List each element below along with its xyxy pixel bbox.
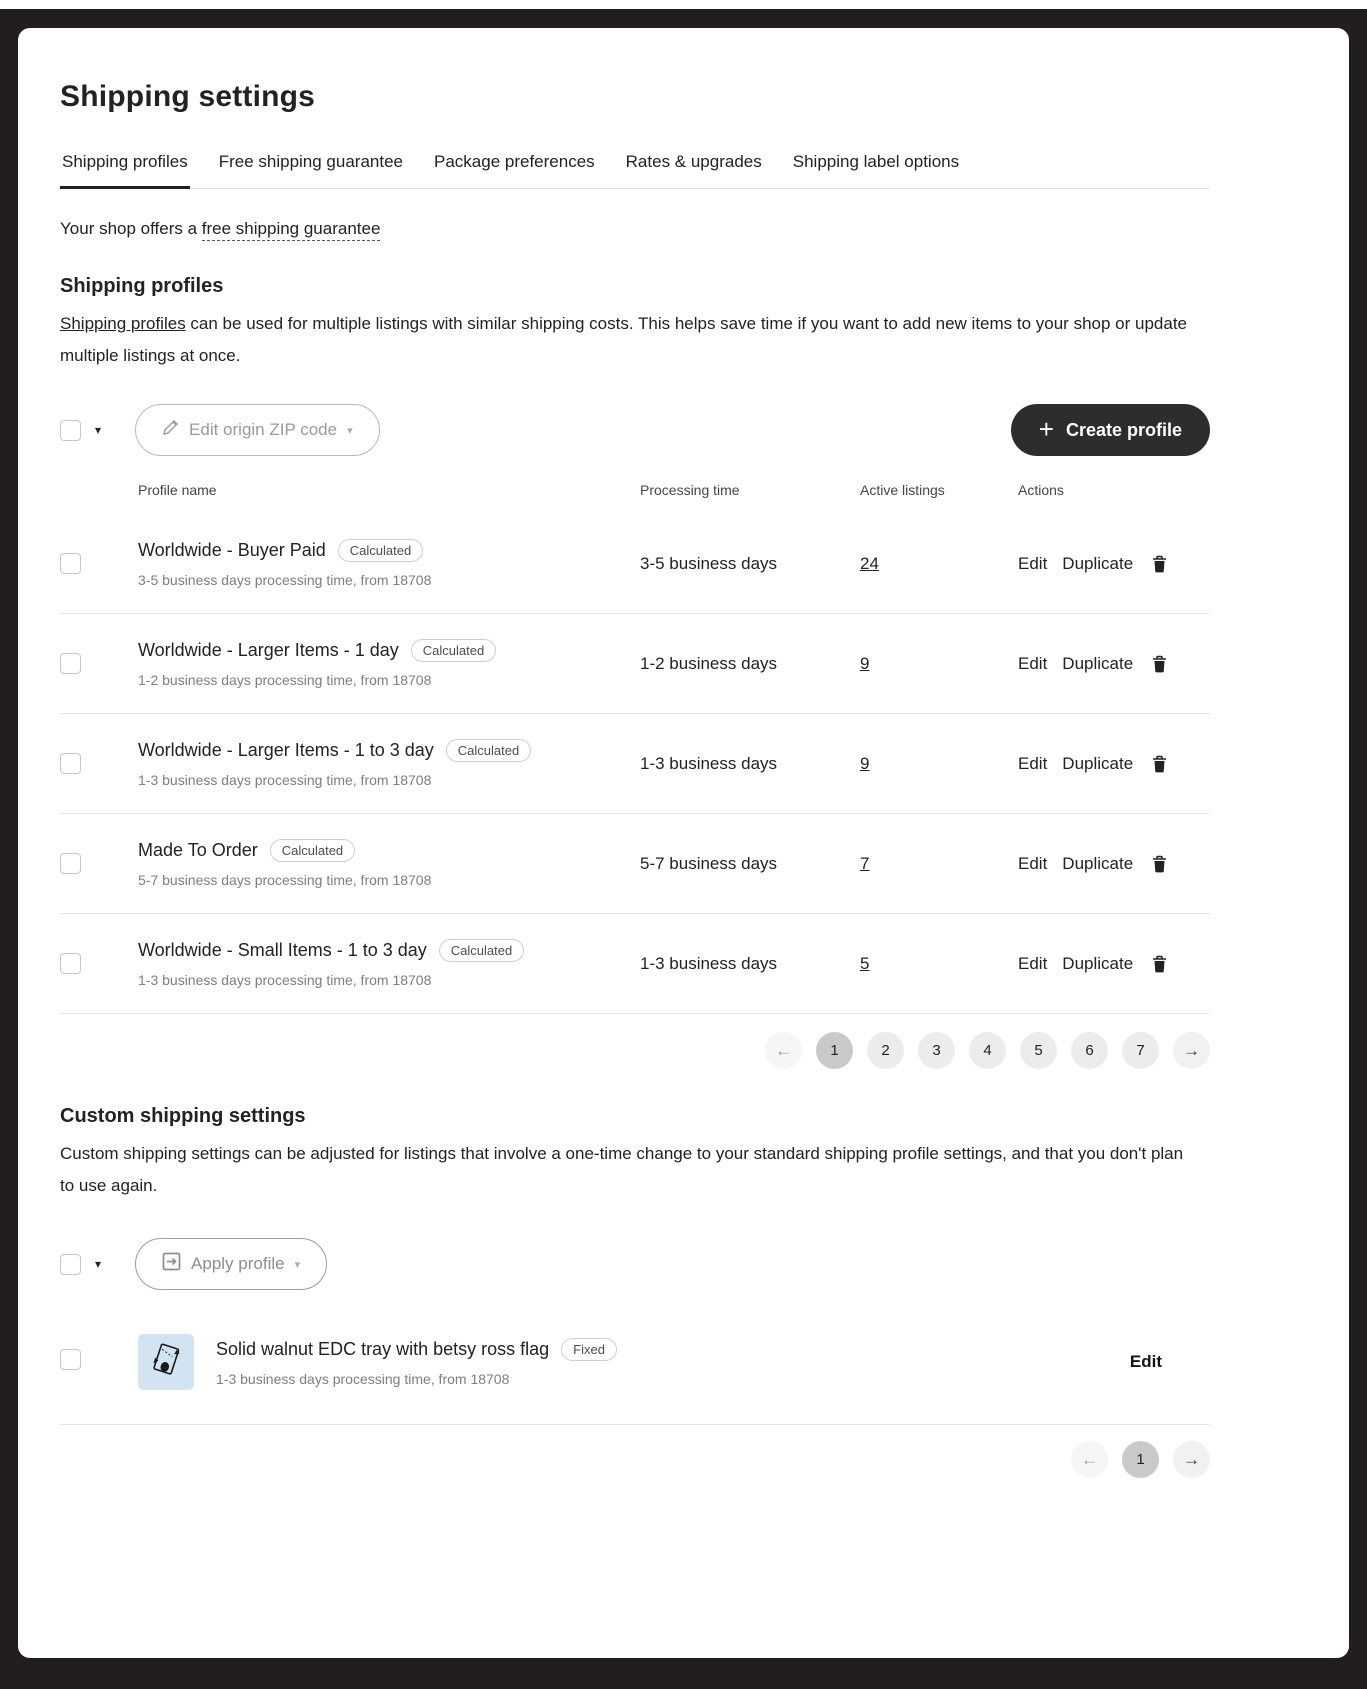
duplicate-link[interactable]: Duplicate [1062,953,1134,973]
calculated-badge: Calculated [446,739,531,762]
free-shipping-guarantee-link[interactable]: free shipping guarantee [202,219,381,241]
edit-link[interactable]: Edit [1018,853,1048,873]
plus-icon: + [1038,414,1054,444]
settings-card [18,28,1349,1658]
table-row [60,914,1210,1014]
pagination-page-6[interactable]: 6 [1071,1032,1108,1069]
tab-shipping-label-options[interactable]: Shipping label options [792,152,960,171]
table-row [60,714,1210,814]
profile-name: Worldwide - Small Items - 1 to 3 day [138,940,427,960]
guarantee-text: Your shop offers a [60,219,202,238]
edit-link[interactable]: Edit [1018,953,1048,973]
listing-thumbnail [138,1334,194,1390]
page-frame [0,9,1367,1689]
image-placeholder-icon [149,1341,183,1384]
create-profile-button[interactable]: + Create profile [1011,404,1210,456]
duplicate-link[interactable]: Duplicate [1062,553,1134,573]
listing-edit-link[interactable]: Edit [1129,1352,1162,1371]
tab-rates-upgrades[interactable]: Rates & upgrades [625,152,762,171]
processing-time: 1-3 business days [640,753,778,773]
custom-select-all-checkbox[interactable] [60,1254,81,1275]
row-checkbox[interactable] [60,753,81,774]
table-row [60,514,1210,614]
calculated-badge: Calculated [338,539,423,562]
custom-listing-row [60,1334,1210,1425]
custom-pagination-prev-icon[interactable]: ← [1071,1441,1108,1478]
profile-name: Worldwide - Larger Items - 1 to 3 day [138,740,434,760]
listing-subtitle: 1-3 business days processing time, from 18708 [216,1370,510,1387]
listing-title: Solid walnut EDC tray with betsy ross flag [216,1338,550,1359]
trash-icon[interactable] [1152,555,1167,573]
tab-shipping-profiles[interactable]: Shipping profiles [60,144,190,188]
duplicate-link[interactable]: Duplicate [1062,853,1134,873]
pencil-icon [162,419,179,441]
custom-shipping-description: Custom shipping settings can be adjusted for listings that involve a one-time change to your standard shipping profile settings, and that you don't plan to use again. [60,1144,1184,1195]
profile-subtitle: 3-5 business days processing time, from 18708 [138,572,432,588]
profile-name: Worldwide - Larger Items - 1 day [138,640,399,660]
active-listings-link[interactable]: 24 [860,553,879,573]
pagination-page-7[interactable]: 7 [1122,1032,1159,1069]
processing-time: 5-7 business days [640,853,778,873]
pagination-page-3[interactable]: 3 [918,1032,955,1069]
chevron-down-icon: ▾ [347,424,353,437]
profile-subtitle: 1-3 business days processing time, from 18708 [138,772,432,788]
profile-subtitle: 5-7 business days processing time, from 18708 [138,872,432,888]
apply-profile-icon [162,1252,181,1276]
row-checkbox[interactable] [60,953,81,974]
shipping-profiles-heading: Shipping profiles [60,275,224,297]
tab-free-shipping-guarantee[interactable]: Free shipping guarantee [218,152,403,171]
pagination-next-icon[interactable]: → [1173,1032,1210,1069]
custom-select-all-caret-icon[interactable]: ▾ [95,1257,102,1271]
custom-shipping-heading: Custom shipping settings [60,1105,306,1127]
active-listings-link[interactable]: 9 [860,753,870,773]
duplicate-link[interactable]: Duplicate [1062,653,1134,673]
row-checkbox[interactable] [60,853,81,874]
select-all-checkbox[interactable] [60,420,81,441]
active-listings-link[interactable]: 7 [860,853,870,873]
profile-subtitle: 1-3 business days processing time, from 18708 [138,972,432,988]
custom-pagination [60,1441,1210,1478]
listing-checkbox[interactable] [60,1349,81,1370]
tab-bar [60,144,1210,189]
shipping-profiles-link[interactable]: Shipping profiles [60,314,186,333]
processing-time: 1-2 business days [640,653,778,673]
custom-pagination-next-icon[interactable]: → [1173,1441,1210,1478]
edit-origin-zip-button[interactable]: Edit origin ZIP code ▾ [135,404,380,456]
top-strip [0,0,1367,9]
pagination-prev-icon[interactable]: ← [765,1032,802,1069]
profiles-toolbar [60,404,1210,456]
trash-icon[interactable] [1152,755,1167,773]
profile-subtitle: 1-2 business days processing time, from 18708 [138,672,432,688]
active-listings-link[interactable]: 9 [860,653,870,673]
pagination-page-5[interactable]: 5 [1020,1032,1057,1069]
table-row [60,814,1210,914]
col-header-processing-time: Processing time [640,482,740,498]
row-checkbox[interactable] [60,653,81,674]
calculated-badge: Calculated [270,839,355,862]
col-header-actions: Actions [1018,482,1064,498]
col-header-profile-name: Profile name [138,482,217,498]
custom-toolbar [60,1238,1210,1290]
select-all-caret-icon[interactable]: ▾ [95,423,102,437]
duplicate-link[interactable]: Duplicate [1062,753,1134,773]
page-title: Shipping settings [60,80,316,113]
edit-link[interactable]: Edit [1018,753,1048,773]
active-listings-link[interactable]: 5 [860,953,870,973]
shipping-profiles-description: Shipping profiles can be used for multiple listings with similar shipping costs. This helps save time if you want to add new items to your shop or update multiple listings at once. [60,314,1187,365]
profile-name: Worldwide - Buyer Paid [138,540,326,560]
processing-time: 1-3 business days [640,953,778,973]
apply-profile-button[interactable]: Apply profile ▾ [135,1238,327,1290]
row-checkbox[interactable] [60,553,81,574]
trash-icon[interactable] [1152,855,1167,873]
trash-icon[interactable] [1152,655,1167,673]
processing-time: 3-5 business days [640,553,778,573]
pagination-page-2[interactable]: 2 [867,1032,904,1069]
tab-package-preferences[interactable]: Package preferences [434,152,595,171]
custom-pagination-page-1[interactable]: 1 [1122,1441,1159,1478]
edit-link[interactable]: Edit [1018,553,1048,573]
guarantee-line [60,219,1210,239]
trash-icon[interactable] [1152,955,1167,973]
pagination-page-4[interactable]: 4 [969,1032,1006,1069]
calculated-badge: Calculated [439,939,524,962]
table-header [60,482,1210,514]
table-row [60,614,1210,714]
calculated-badge: Calculated [411,639,496,662]
fixed-badge: Fixed [561,1338,617,1361]
profile-name: Made To Order [138,840,258,860]
edit-link[interactable]: Edit [1018,653,1048,673]
chevron-down-icon: ▾ [294,1258,301,1271]
col-header-active-listings: Active listings [860,482,945,498]
profiles-pagination [60,1032,1210,1069]
pagination-page-1[interactable]: 1 [816,1032,853,1069]
